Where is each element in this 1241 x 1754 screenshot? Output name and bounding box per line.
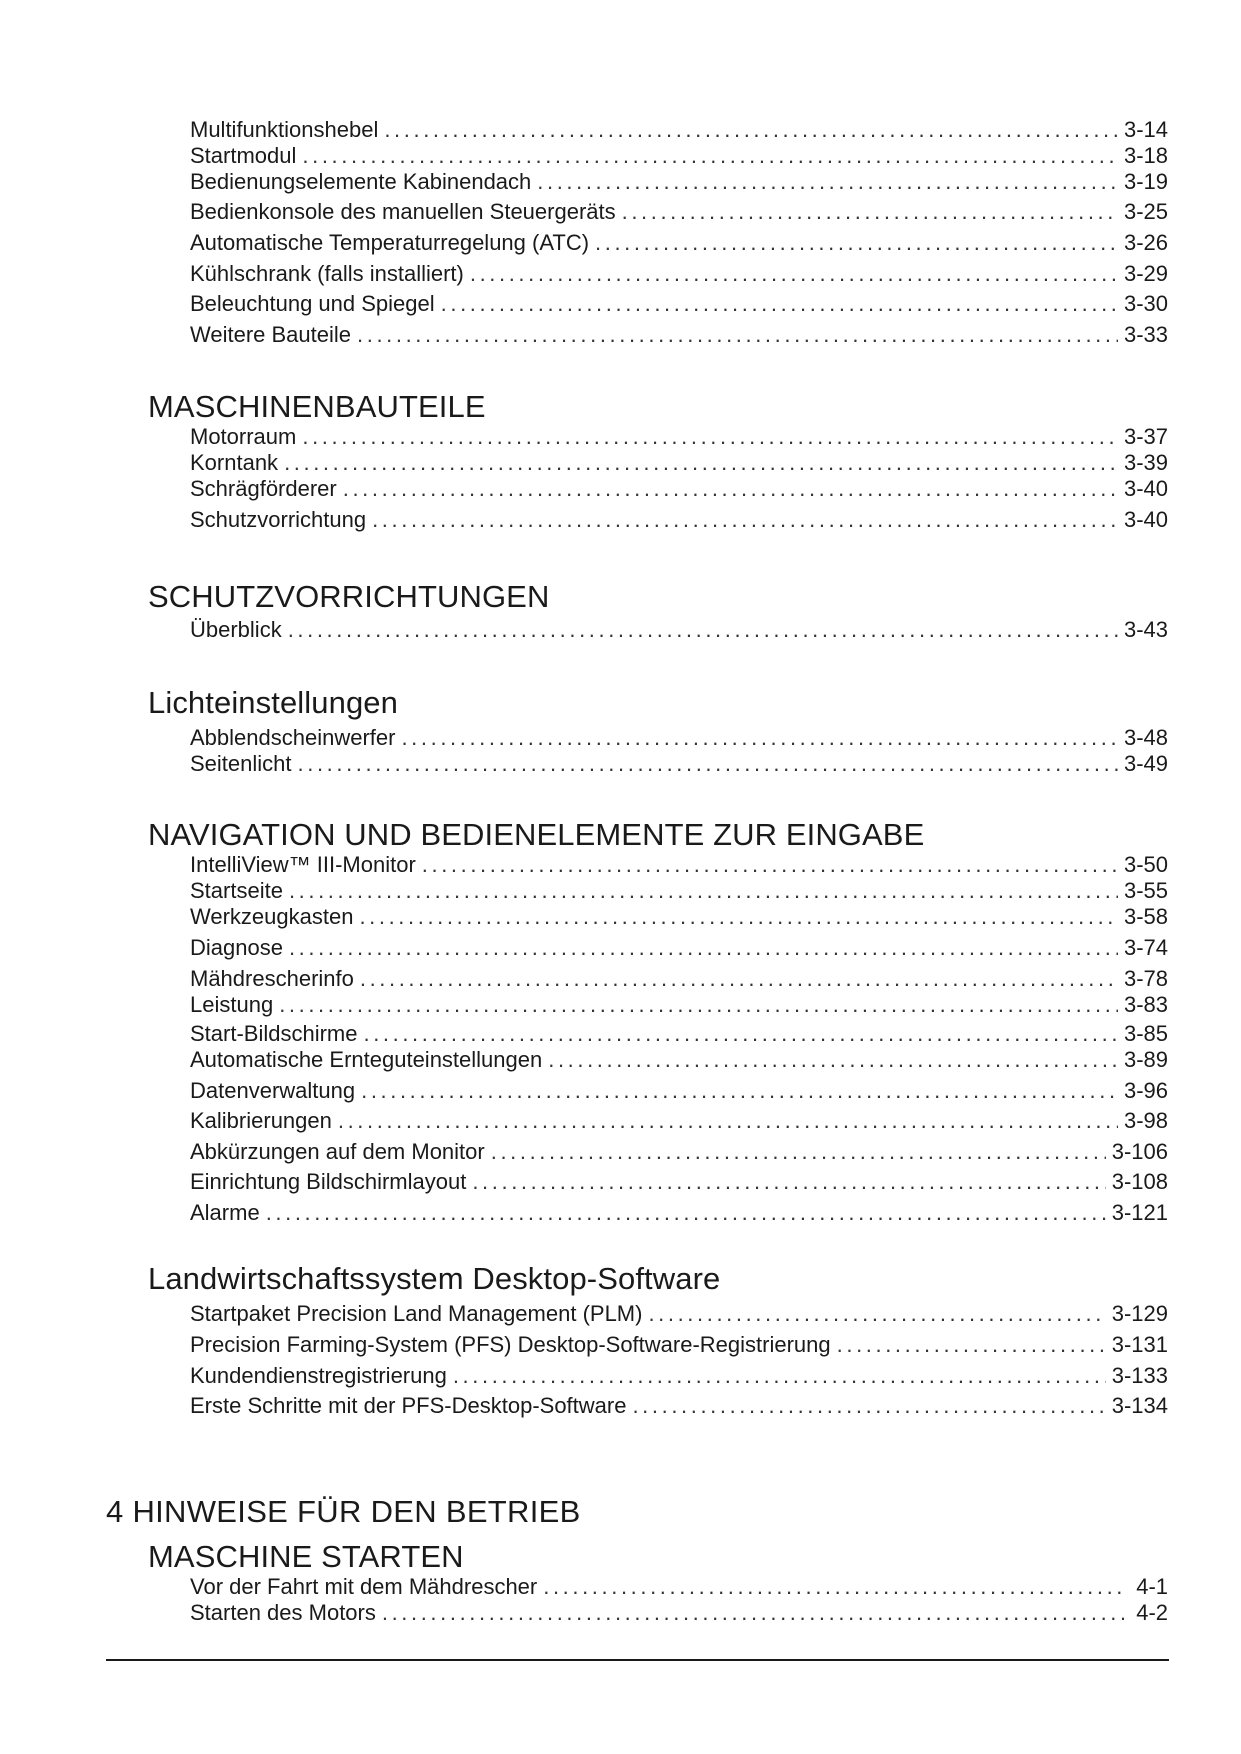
- toc-entry[interactable]: [190, 230, 1168, 256]
- toc-entry[interactable]: [190, 476, 1168, 502]
- toc-entry[interactable]: [190, 1600, 1168, 1626]
- toc-entry-label: Abblendscheinwerfer: [190, 725, 396, 750]
- toc-entry-label: Leistung: [190, 992, 274, 1017]
- dot-leader: [491, 1139, 1106, 1165]
- toc-entry-label: Diagnose: [190, 935, 283, 960]
- toc-entry-page: 3-43: [1123, 617, 1168, 642]
- chapter-heading: 4 HINWEISE FÜR DEN BETRIEB: [106, 1494, 581, 1529]
- toc-entry-page: 3-108: [1111, 1169, 1168, 1194]
- dot-leader: [537, 169, 1118, 195]
- toc-entry-page: 3-19: [1123, 169, 1168, 194]
- toc-entry[interactable]: [190, 1169, 1168, 1195]
- toc-entry-page: 3-40: [1123, 476, 1168, 501]
- toc-entry-label: Start-Bildschirme: [190, 1021, 358, 1046]
- dot-leader: [361, 1078, 1118, 1104]
- toc-entry[interactable]: [190, 1332, 1168, 1358]
- dot-leader: [357, 322, 1118, 348]
- dot-leader: [363, 1021, 1117, 1047]
- toc-entry-page: 3-78: [1123, 966, 1168, 991]
- dot-leader: [648, 1301, 1105, 1327]
- toc-entry[interactable]: [190, 169, 1168, 195]
- toc-entry-page: 3-89: [1123, 1047, 1168, 1072]
- toc-entry-label: Alarme: [190, 1200, 260, 1225]
- toc-entry[interactable]: [190, 852, 1168, 878]
- dot-leader: [360, 966, 1118, 992]
- dot-leader: [298, 751, 1118, 777]
- toc-entry[interactable]: [190, 904, 1168, 930]
- toc-entry-page: 3-96: [1123, 1078, 1168, 1103]
- toc-entry-label: Bedienkonsole des manuellen Steuergeräts: [190, 199, 616, 224]
- toc-entry-page: 3-74: [1123, 935, 1168, 960]
- dot-leader: [372, 507, 1118, 533]
- toc-entry-page: 3-58: [1123, 904, 1168, 929]
- toc-entry-label: Startpaket Precision Land Management (PLM): [190, 1301, 643, 1326]
- toc-entry-label: Kühlschrank (falls installiert): [190, 261, 464, 286]
- toc-entry-page: 3-48: [1123, 725, 1168, 750]
- toc-entry-page: 3-29: [1123, 261, 1168, 286]
- toc-entry-label: Automatische Ernteguteinstellungen: [190, 1047, 543, 1072]
- toc-entry[interactable]: [190, 450, 1168, 476]
- dot-leader: [302, 143, 1118, 169]
- toc-entry-label: Überblick: [190, 617, 282, 642]
- dot-leader: [548, 1047, 1118, 1073]
- dot-leader: [382, 1600, 1124, 1626]
- toc-entry-page: 3-14: [1123, 117, 1168, 142]
- toc-entry-page: 3-37: [1123, 424, 1168, 449]
- toc-entry-page: 3-33: [1123, 322, 1168, 347]
- toc-entry[interactable]: [190, 1078, 1168, 1104]
- dot-leader: [284, 450, 1118, 476]
- dot-leader: [302, 424, 1118, 450]
- section-heading: Landwirtschaftssystem Desktop-Software: [148, 1261, 721, 1296]
- toc-entry-label: Vor der Fahrt mit dem Mähdrescher: [190, 1574, 538, 1599]
- toc-entry[interactable]: [190, 992, 1168, 1018]
- toc-entry[interactable]: [190, 1047, 1168, 1073]
- toc-entry[interactable]: [190, 725, 1168, 751]
- toc-entry[interactable]: [190, 1574, 1168, 1600]
- toc-entry[interactable]: [190, 291, 1168, 317]
- toc-entry-page: 4-2: [1136, 1600, 1168, 1625]
- toc-entry-page: 3-83: [1123, 992, 1168, 1017]
- toc-entry[interactable]: [190, 424, 1168, 450]
- toc-entry[interactable]: [190, 117, 1168, 143]
- toc-entry[interactable]: [190, 617, 1168, 643]
- toc-entry-label: Abkürzungen auf dem Monitor: [190, 1139, 485, 1164]
- dot-leader: [622, 199, 1118, 225]
- dot-leader: [453, 1363, 1106, 1389]
- toc-entry-page: 3-131: [1111, 1332, 1168, 1357]
- dot-leader: [279, 992, 1118, 1018]
- toc-entry-page: 3-106: [1111, 1139, 1168, 1164]
- dot-leader: [595, 230, 1118, 256]
- section-heading: SCHUTZVORRICHTUNGEN: [148, 579, 550, 614]
- toc-entry[interactable]: [190, 878, 1168, 904]
- toc-entry-page: 3-134: [1111, 1393, 1168, 1418]
- toc-entry[interactable]: [190, 143, 1168, 169]
- toc-entry[interactable]: [190, 966, 1168, 992]
- toc-entry[interactable]: [190, 261, 1168, 287]
- dot-leader: [266, 1200, 1106, 1226]
- dot-leader: [441, 291, 1118, 317]
- toc-entry-label: Seitenlicht: [190, 751, 292, 776]
- section-heading: NAVIGATION UND BEDIENELEMENTE ZUR EINGABE: [148, 817, 925, 852]
- toc-entry[interactable]: [190, 322, 1168, 348]
- toc-entry-label: Weitere Bauteile: [190, 322, 352, 347]
- toc-entry-page: 3-30: [1123, 291, 1168, 316]
- toc-entry[interactable]: [190, 935, 1168, 961]
- section-heading: Lichteinstellungen: [148, 685, 398, 720]
- toc-entry-label: Startmodul: [190, 143, 297, 168]
- dot-leader: [384, 117, 1118, 143]
- toc-entry-page: 3-25: [1123, 199, 1168, 224]
- toc-entry-page: 3-39: [1123, 450, 1168, 475]
- toc-entry-label: Starten des Motors: [190, 1600, 376, 1625]
- bottom-rule: [106, 1659, 1169, 1661]
- toc-entry-page: 3-85: [1123, 1021, 1168, 1046]
- toc-entry-page: 3-121: [1111, 1200, 1168, 1225]
- toc-entry-label: Motorraum: [190, 424, 297, 449]
- section-heading: MASCHINENBAUTEILE: [148, 389, 486, 424]
- toc-entry-label: Kalibrierungen: [190, 1108, 332, 1133]
- dot-leader: [359, 904, 1118, 930]
- toc-entry-page: 3-18: [1123, 143, 1168, 168]
- dot-leader: [632, 1393, 1105, 1419]
- toc-entry-label: Precision Farming-System (PFS) Desktop-Software-Registrierung: [190, 1332, 831, 1357]
- toc-entry-page: 3-129: [1111, 1301, 1168, 1326]
- toc-entry[interactable]: [190, 1139, 1168, 1165]
- toc-entry-label: Datenverwaltung: [190, 1078, 356, 1103]
- toc-entry-page: 4-1: [1136, 1574, 1168, 1599]
- toc-entry[interactable]: [190, 199, 1168, 225]
- toc-entry-label: Korntank: [190, 450, 279, 475]
- dot-leader: [343, 476, 1118, 502]
- toc-entry[interactable]: [190, 1301, 1168, 1327]
- toc-entry-label: Schrägförderer: [190, 476, 337, 501]
- toc-entry-label: Kundendienstregistrierung: [190, 1363, 447, 1388]
- toc-entry-label: Beleuchtung und Spiegel: [190, 291, 435, 316]
- toc-entry-label: Erste Schritte mit der PFS-Desktop-Software: [190, 1393, 627, 1418]
- dot-leader: [422, 852, 1118, 878]
- toc-entry-page: 3-98: [1123, 1108, 1168, 1133]
- toc-entry[interactable]: [190, 1108, 1168, 1134]
- toc-entry[interactable]: [190, 507, 1168, 533]
- toc-entry-label: Startseite: [190, 878, 283, 903]
- toc-entry-label: Multifunktionshebel: [190, 117, 379, 142]
- dot-leader: [401, 725, 1117, 751]
- toc-entry-label: Mähdrescherinfo: [190, 966, 354, 991]
- dot-leader: [288, 617, 1118, 643]
- section-heading: MASCHINE STARTEN: [148, 1539, 464, 1574]
- toc-entry-label: Werkzeugkasten: [190, 904, 354, 929]
- toc-entry-page: 3-40: [1123, 507, 1168, 532]
- toc-entry-page: 3-50: [1123, 852, 1168, 877]
- dot-leader: [289, 878, 1118, 904]
- dot-leader: [543, 1574, 1124, 1600]
- toc-entry[interactable]: [190, 1393, 1168, 1419]
- dot-leader: [289, 935, 1118, 961]
- dot-leader: [837, 1332, 1106, 1358]
- dot-leader: [338, 1108, 1118, 1134]
- toc-entry[interactable]: [190, 1021, 1168, 1047]
- toc-entry-label: Automatische Temperaturregelung (ATC): [190, 230, 590, 255]
- toc-entry-label: IntelliView™ III-Monitor: [190, 852, 416, 877]
- dot-leader: [470, 261, 1118, 287]
- toc-entry-page: 3-26: [1123, 230, 1168, 255]
- toc-entry[interactable]: [190, 751, 1168, 777]
- toc-entry-label: Schutzvorrichtung: [190, 507, 367, 532]
- toc-entry-page: 3-55: [1123, 878, 1168, 903]
- toc-entry[interactable]: [190, 1363, 1168, 1389]
- dot-leader: [472, 1169, 1105, 1195]
- toc-entry-label: Bedienungselemente Kabinendach: [190, 169, 532, 194]
- toc-entry-label: Einrichtung Bildschirmlayout: [190, 1169, 467, 1194]
- toc-entry-page: 3-133: [1111, 1363, 1168, 1388]
- toc-entry-page: 3-49: [1123, 751, 1168, 776]
- toc-entry[interactable]: [190, 1200, 1168, 1226]
